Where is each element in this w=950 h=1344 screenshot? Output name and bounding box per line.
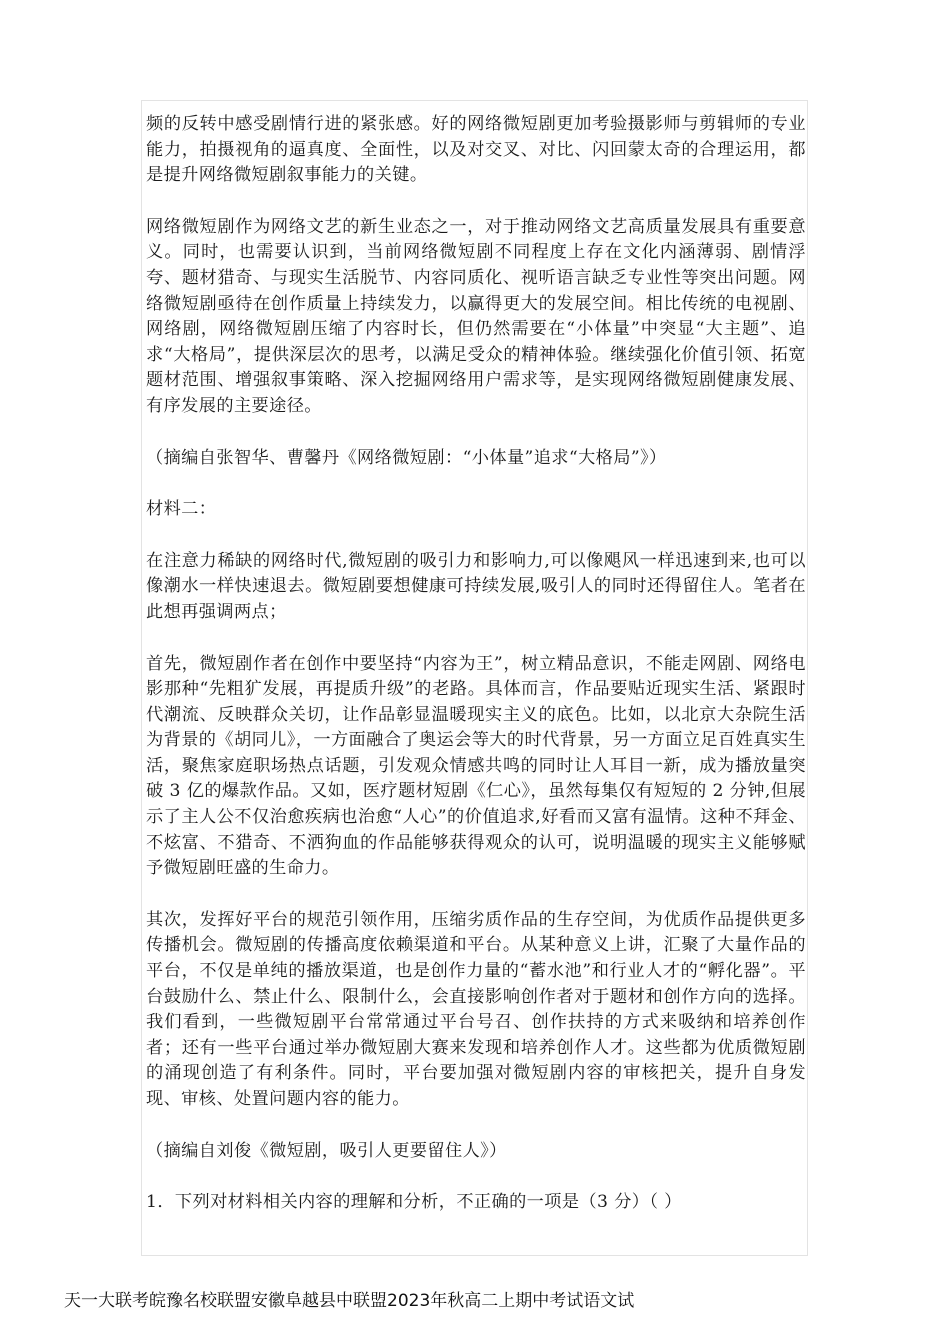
footer-caption: 天一大联考皖豫名校联盟安徽阜越县中联盟2023年秋高二上期中考试语文试	[64, 1291, 635, 1311]
source-citation-1: （摘编自张智华、曹馨丹《网络微短剧：“小体量”追求“大格局”》）	[146, 447, 667, 468]
paragraph-content-is-king: 首先，微短剧作者在创作中要坚持“内容为王”，树立精品意识，不能走网剧、网络电影那种“先粗犷发展，再提质升级”的老路。具体而言，作品要贴近现实生活、紧跟时代潮流、反映群众关切，让作品彰显温暖现实主义的底色。比如，以北京大杂院生活为背景的《胡同儿》，一方面融合了奥运会等大的时代背景，另一方面立足百姓真实生活，聚焦家庭职场热点话题，引发观众情感共鸣的同时让人耳目一新，成为播放量突破 3 亿的爆款作品。又如，医疗题材短剧《仁心》，虽然每集仅有短短的 2 分钟,但展示了主人公不仅治愈疾病也治愈“人心”的价值追求,好看而又富有温情。这种不拜金、不炫富、不猎奇、不洒狗血的作品能够获得观众的认可，说明温暖的现实主义能够赋予微短剧旺盛的生命力。	[146, 653, 806, 879]
source-citation-2: （摘编自刘俊《微短剧，吸引人更要留住人》）	[146, 1140, 507, 1161]
paragraph-microdrama-significance: 网络微短剧作为网络文艺的新生业态之一，对于推动网络文艺高质量发展具有重要意义。同时，也需要认识到，当前网络微短剧不同程度上存在文化内涵薄弱、剧情浮夸、题材猎奇、与现实生活脱节、内容同质化、视听语言缺乏专业性等突出问题。网络微短剧亟待在创作质量上持续发力，以赢得更大的发展空间。相比传统的电视剧、网络剧，网络微短剧压缩了内容时长，但仍然需要在“小体量”中突显“大主题”、追求“大格局”，提供深层次的思考，以满足受众的精神体验。继续强化价值引领、拓宽题材范围、增强叙事策略、深入挖掘网络用户需求等，是实现网络微短剧健康发展、有序发展的主要途径。	[146, 216, 806, 416]
question-1: 1．下列对材料相关内容的理解和分析，不正确的一项是（3 分）（ ）	[146, 1192, 682, 1213]
paragraph-platform-role: 其次，发挥好平台的规范引领作用，压缩劣质作品的生存空间，为优质作品提供更多传播机会。微短剧的传播高度依赖渠道和平台。从某种意义上讲，汇聚了大量作品的平台，不仅是单纯的播放渠道，也是创作力量的“蓄水池”和行业人才的“孵化器”。平台鼓励什么、禁止什么、限制什么，会直接影响创作者对于题材和创作方向的选择。我们看到，一些微短剧平台常常通过平台号召、创作扶持的方式来吸纳和培养创作者；还有一些平台通过举办微短剧大赛来发现和培养创作人才。这些都为优质微短剧的涌现创造了有利条件。同时，平台要加强对微短剧内容的审核把关，提升自身发现、审核、处置问题内容的能力。	[146, 909, 806, 1109]
paragraph-intro-continuation: 频的反转中感受剧情行进的紧张感。好的网络微短剧更加考验摄影师与剪辑师的专业能力，拍摄视角的逼真度、全面性，以及对交叉、对比、闪回蒙太奇的合理运用，都是提升网络微短剧叙事能力的关键。	[146, 114, 806, 186]
material-two-heading: 材料二：	[146, 499, 217, 520]
document-body	[146, 112, 806, 1216]
paragraph-attention-era: 在注意力稀缺的网络时代,微短剧的吸引力和影响力,可以像飓风一样迅速到来,也可以像潮水一样快速退去。微短剧要想健康可持续发展,吸引人的同时还得留住人。笔者在此想再强调两点；	[146, 550, 806, 622]
